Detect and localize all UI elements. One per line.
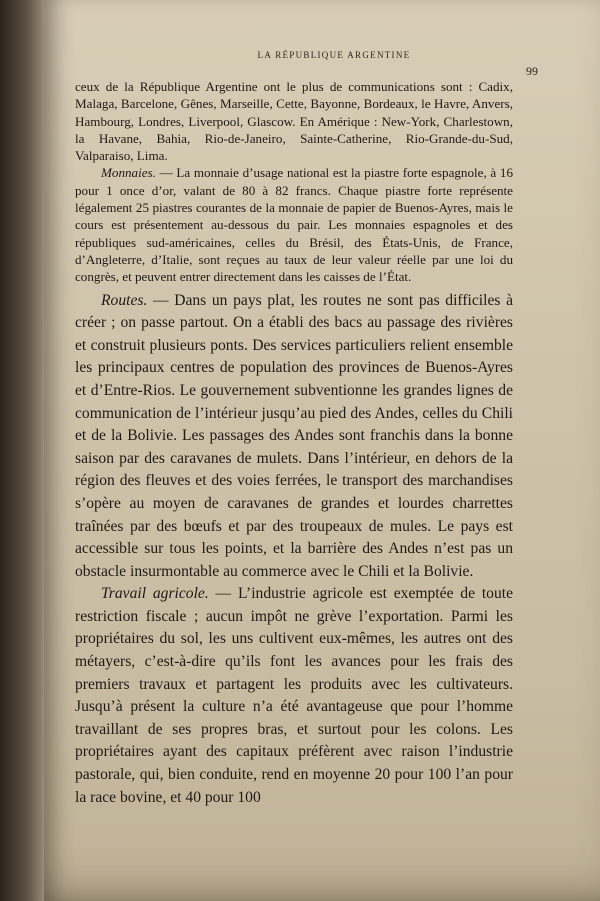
paragraph-ports — [75, 78, 513, 164]
paragraph-ports-text: ceux de la République Argentine ont le plus de communications sont : Cadix, Malaga, Barcelone, Gênes, Marseille, Cette, Bayonne, Bordeaux, le Havre, Anvers, Hambourg, Londres, Liverpool, Glascow. En Amérique : New-York, Charlestown, la Havane, Bahia, Rio-de-Janeiro, Sainte-Catherine, Rio-Grande-du-Sud, Valparaiso, Lima. — [75, 79, 513, 164]
page-number: 99 — [526, 64, 538, 78]
body-text — [75, 78, 513, 809]
paragraph-monnaies — [75, 164, 513, 285]
book-gutter — [0, 0, 48, 901]
paragraph-routes-text: — Dans un pays plat, les routes ne sont pas difficiles à créer ; on passe partout. On a établi des bacs au passage des rivières et construit plusieurs ponts. Des services particuliers relient ensemble les principaux centres de population des provinces de Buenos-Ayres et d’Entre-Rios. Le gouvernement subventionne les grandes lignes de communication de l’intérieur jusqu’au pied des Andes, celles du Chili et de la Bolivie. Les passages des Andes sont franchis dans la bonne saison par des caravanes de mulets. Dans l’intérieur, en dehors de la région des fleuves et des voies ferrées, le transport des marchandises s’opère au moyen de caravanes de grandes et lourdes charrettes traînées par des bœufs et par des troupeaux de mules. Le pays est accessible sur tous les points, et la barrière des Andes n’est pas un obstacle insurmontable au commerce avec le Chili et la Bolivie. — [75, 291, 513, 580]
text-block-large — [75, 290, 513, 810]
heading-travail-agricole: Travail agricole. — [101, 585, 209, 603]
paragraph-routes — [75, 290, 513, 584]
heading-routes: Routes. — [101, 291, 148, 309]
heading-monnaies: Monnaies. — [101, 165, 156, 181]
paragraph-travail-agricole — [75, 583, 513, 809]
running-head: LA RÉPUBLIQUE ARGENTINE — [257, 50, 411, 60]
paragraph-monnaies-text: — La monnaie d’usage national est la piastre forte espagnole, à 16 pour 1 once d’or, valant de 80 à 82 francs. Chaque piastre forte représente légalement 25 piastres courantes de la monnaie de papier de Buenos-Ayres, mais le cours est présentement au-dessous du pair. Les monnaies espagnoles et des républiques sud-américaines, celles du Brésil, des États-Unis, de France, d’Angleterre, d’Italie, sont reçues au taux de leur valeur réelle par une loi du congrès, et peuvent entrer directement dans les caisses de l’État. — [75, 165, 513, 285]
text-block-small — [75, 78, 513, 286]
paragraph-travail-agricole-text: — L’industrie agricole est exemptée de toute restriction fiscale ; aucun impôt ne grève l’exportation. Parmi les propriétaires du sol, les uns cultivent eux-mêmes, les autres ont des métayers, c’est-à-dire qu’ils font les avances pour les frais des premiers travaux et partagent les produits avec les cultivateurs. Jusqu’à présent la culture n’a été avantageuse que pour l’homme travaillant de ses propres bras, et surtout pour les colons. Les propriétaires ayant des capitaux préfèrent avec raison l’industrie pastorale, qui, bien conduite, rend en moyenne 20 pour 100 l’an pour la race bovine, et 40 pour 100 — [75, 585, 513, 806]
